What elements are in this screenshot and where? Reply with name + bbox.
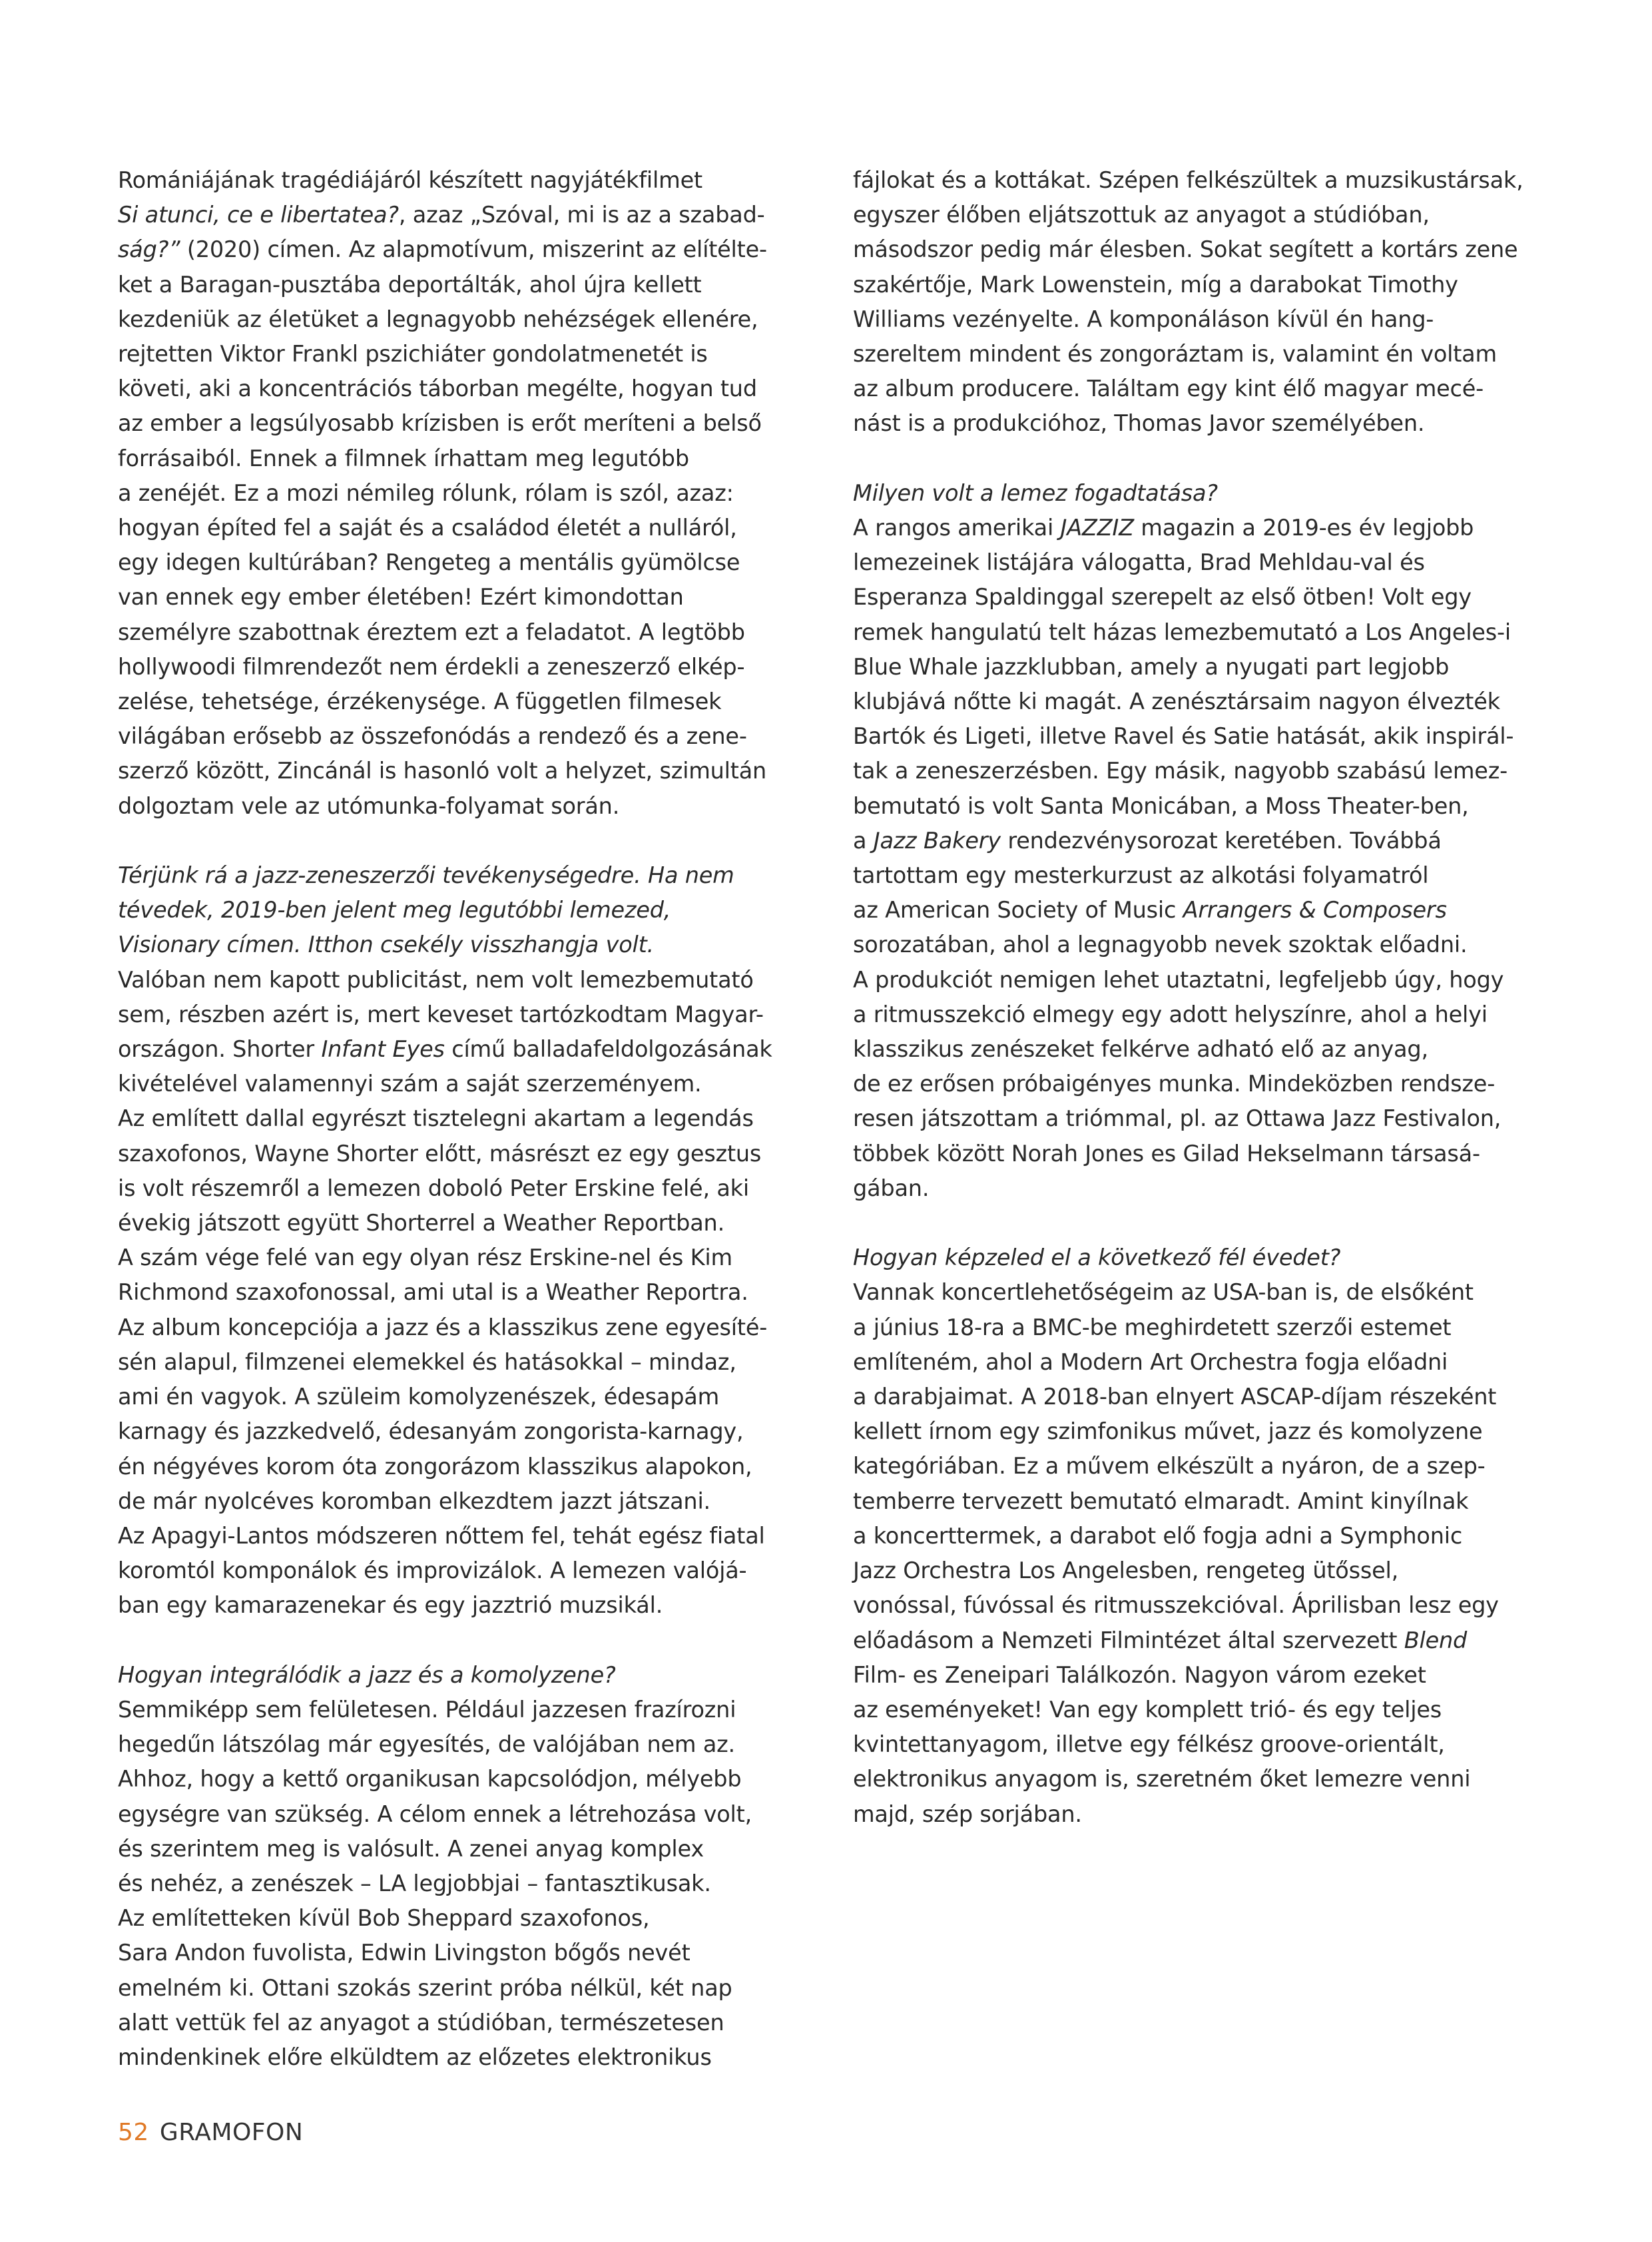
- text-line: én négyéves korom óta zongorázom klasszikus alapokon,: [118, 1453, 752, 1480]
- text-line: és nehéz, a zenészek – LA legjobbjai – fantasztikusak.: [118, 1870, 711, 1896]
- text-line: temberre tervezett bemutató elmaradt. Amint kinyílnak: [853, 1488, 1469, 1514]
- text-line: kivételével valamennyi szám a saját szerzeményem.: [118, 1071, 702, 1097]
- text-line: másodszor pedig már élesben. Sokat segített a kortárs zene: [853, 236, 1518, 263]
- text-line: majd, szép sorjában.: [853, 1801, 1082, 1827]
- text-line: egyszer élőben eljátszottuk az anyagot a stúdióban,: [853, 202, 1430, 228]
- text-line: egy idegen kultúrában? Rengeteg a mentális gyümölcse: [118, 549, 740, 576]
- text-line: forrásaiból. Ennek a filmnek írhattam meg legutóbb: [118, 445, 689, 471]
- text-line: dolgoztam vele az utómunka-folyamat során.: [118, 792, 620, 819]
- text-line: Hogyan képzeled el a következő fél évedet?: [853, 1245, 1341, 1271]
- interview-question: [118, 1658, 824, 1693]
- paragraph-gap: [853, 1206, 1559, 1241]
- text-line: Film- es Zeneipari Találkozón. Nagyon várom ezeket: [853, 1661, 1426, 1688]
- text-line: kvintettanyagom, illetve egy félkész groove-orientált,: [853, 1731, 1445, 1758]
- text-line: többek között Norah Jones es Gilad Hekselmann társasá-: [853, 1140, 1480, 1167]
- italic-title: JAZZIZ: [1060, 515, 1134, 541]
- text-line: Az említetteken kívül Bob Sheppard szaxofonos,: [118, 1905, 650, 1932]
- text-line: A produkciót nemigen lehet utaztatni, legfeljebb úgy, hogy: [853, 966, 1504, 993]
- italic-title: Jazz Bakery: [873, 827, 1001, 854]
- magazine-name: GRAMOFON: [159, 2119, 304, 2146]
- page-footer: [118, 2119, 303, 2146]
- text-line: vonóssal, fúvóssal és ritmusszekcióval. Áprilisban lesz egy: [853, 1592, 1499, 1619]
- text-line: gában.: [853, 1175, 930, 1201]
- article-paragraph: [118, 1693, 824, 2075]
- text-line: bemutató is volt Santa Monicában, a Moss Theater-ben,: [853, 792, 1469, 819]
- text-line: ban egy kamarazenekar és egy jazztrió muzsikál.: [118, 1592, 663, 1619]
- text-line: ket a Baragan-pusztába deportálták, ahol újra kellett: [118, 271, 702, 298]
- text-line: előadásom a Nemzeti Filmintézet által szervezett Blend: [853, 1627, 1468, 1653]
- right-column: [853, 163, 1559, 1832]
- paragraph-gap: [118, 824, 824, 858]
- text-line: szakértője, Mark Lowenstein, míg a darabokat Timothy: [853, 271, 1458, 298]
- text-line: koromtól komponálok és improvizálok. A lemezen valójá-: [118, 1557, 747, 1584]
- text-line: évekig játszott együtt Shorterrel a Weather Reportban.: [118, 1210, 725, 1237]
- text-line: Si atunci, ce e libertatea?, azaz „Szóval, mi is az a szabad-: [118, 202, 765, 228]
- text-line: van ennek egy ember életében! Ezért kimondottan: [118, 584, 684, 611]
- text-line: rejtetten Viktor Frankl pszichiáter gondolatmenetét is: [118, 341, 708, 368]
- text-line: hogyan építed fel a saját és a családod életét a nulláról,: [118, 515, 737, 541]
- text-line: tak a zeneszerzésben. Egy másik, nagyobb szabású lemez-: [853, 758, 1508, 784]
- text-line: karnagy és jazzkedvelő, édesanyám zongorista-karnagy,: [118, 1418, 744, 1445]
- text-line: egységre van szükség. A célom ennek a létrehozása volt,: [118, 1801, 752, 1827]
- text-line: alatt vettük fel az anyagot a stúdióban, természetesen: [118, 2009, 724, 2036]
- article-paragraph: [118, 163, 824, 824]
- text-line: sorozatában, ahol a legnagyobb nevek szoktak előadni.: [853, 932, 1468, 958]
- article-paragraph: [853, 511, 1559, 1206]
- text-line: Az említett dallal egyrészt tisztelegni akartam a legendás: [118, 1105, 754, 1132]
- text-line: resen játszottam a triómmal, pl. az Ottawa Jazz Festivalon,: [853, 1105, 1502, 1132]
- paragraph-gap: [118, 1623, 824, 1658]
- text-line: Vannak koncertlehetőségeim az USA-ban is, de elsőként: [853, 1279, 1474, 1306]
- text-line: ami én vagyok. A szüleim komolyzenészek, édesapám: [118, 1384, 720, 1410]
- text-line: ság?” (2020) címen. Az alapmotívum, miszerint az elítélte-: [118, 236, 767, 263]
- text-line: az eseményeket! Van egy komplett trió- és egy teljes: [853, 1696, 1442, 1723]
- text-line: remek hangulatú telt házas lemezbemutató a Los Angeles-i: [853, 619, 1511, 645]
- text-line: Bartók és Ligeti, illetve Ravel és Satie hatását, akik inspirál-: [853, 723, 1514, 750]
- text-line: mindenkinek előre elküldtem az előzetes elektronikus: [118, 2044, 712, 2070]
- text-line: szerző között, Zincánál is hasonló volt a helyzet, szimultán: [118, 758, 767, 784]
- text-line: elektronikus anyagom is, szeretném őket lemezre venni: [853, 1766, 1471, 1793]
- text-line: sem, részben azért is, mert keveset tartózkodtam Magyar-: [118, 1001, 764, 1027]
- text-line: lemezeinek listájára válogatta, Brad Mehldau-val és: [853, 549, 1425, 576]
- text-line: szereltem mindent és zongoráztam is, valamint én voltam: [853, 341, 1497, 368]
- text-line: hegedűn látszólag már egyesítés, de valójában nem az.: [118, 1731, 735, 1758]
- text-line: Williams vezényelte. A komponáláson kívül én hang-: [853, 306, 1434, 332]
- text-line: a darabjaimat. A 2018-ban elnyert ASCAP-díjam részeként: [853, 1384, 1497, 1410]
- text-line: sén alapul, filmzenei elemekkel és hatásokkal – mindaz,: [118, 1348, 736, 1375]
- text-line: zelése, tehetsége, érzékenysége. A független filmesek: [118, 689, 722, 715]
- text-line: Az Apagyi-Lantos módszeren nőttem fel, tehát egész fiatal: [118, 1522, 765, 1549]
- interview-question: [118, 858, 824, 963]
- text-line: Romániájának tragédiájáról készített nagyjátékfilmet: [118, 167, 702, 193]
- text-line: klasszikus zenészeket felkérve adható elő az anyag,: [853, 1036, 1428, 1063]
- italic-title: Infant Eyes: [321, 1036, 445, 1063]
- interview-question: [853, 1241, 1559, 1275]
- text-line: Sara Andon fuvolista, Edwin Livingston bőgős nevét: [118, 1940, 690, 1966]
- text-line: klubjává nőtte ki magát. A zenésztársaim nagyon élvezték: [853, 689, 1500, 715]
- text-line: de ez erősen próbaigényes munka. Mindeközben rendsze-: [853, 1071, 1496, 1097]
- text-line: a koncerttermek, a darabot elő fogja adni a Symphonic: [853, 1522, 1463, 1549]
- text-line: a zenéjét. Ez a mozi némileg rólunk, rólam is szól, azaz:: [118, 479, 734, 506]
- text-line: kezdeniük az életüket a legnagyobb nehézségek ellenére,: [118, 306, 758, 332]
- text-line: Visionary címen. Itthon csekély visszhangja volt.: [118, 932, 654, 958]
- italic-title: Arrangers & Composers: [1183, 897, 1447, 924]
- paragraph-gap: [853, 441, 1559, 476]
- text-line: kategóriában. Ez a művem elkészült a nyáron, de a szep-: [853, 1453, 1486, 1480]
- text-line: Esperanza Spaldinggal szerepelt az első ötben! Volt egy: [853, 584, 1472, 611]
- article-paragraph: [118, 963, 824, 1623]
- text-line: kellett írnom egy szimfonikus művet, jazz és komolyzene: [853, 1418, 1483, 1445]
- text-line: emelném ki. Ottani szokás szerint próba nélkül, két nap: [118, 1974, 732, 2001]
- text-line: Az album koncepciója a jazz és a klasszikus zene egyesíté-: [118, 1314, 768, 1340]
- text-line: a június 18-ra a BMC-be meghirdetett szerzői estemet: [853, 1314, 1452, 1340]
- text-line: az American Society of Music Arrangers & Composers: [853, 897, 1447, 924]
- text-line: is volt részemről a lemezen doboló Peter Erskine felé, aki: [118, 1175, 749, 1201]
- text-line: követi, aki a koncentrációs táborban megélte, hogyan tud: [118, 376, 757, 402]
- text-line: nást is a produkcióhoz, Thomas Javor személyében.: [853, 410, 1425, 437]
- text-line: Richmond szaxofonossal, ami utal is a Weather Reportra.: [118, 1279, 748, 1306]
- text-line: a ritmusszekció elmegy egy adott helyszínre, ahol a helyi: [853, 1001, 1488, 1027]
- text-line: Milyen volt a lemez fogadtatása?: [853, 479, 1218, 506]
- text-line: Térjünk rá a jazz-zeneszerzői tevékenységedre. Ha nem: [118, 862, 734, 889]
- text-line: a Jazz Bakery rendezvénysorozat keretében. Továbbá: [853, 827, 1442, 854]
- text-line: és szerintem meg is valósult. A zenei anyag komplex: [118, 1835, 704, 1862]
- text-line: Semmiképp sem felületesen. Például jazzesen frazírozni: [118, 1696, 736, 1723]
- text-line: Jazz Orchestra Los Angelesben, rengeteg ütőssel,: [853, 1557, 1399, 1584]
- text-line: A szám vége felé van egy olyan rész Erskine-nel és Kim: [118, 1245, 732, 1271]
- interview-question: [853, 476, 1559, 511]
- italic-title: Blend: [1404, 1627, 1468, 1653]
- text-line: az album producere. Találtam egy kint élő magyar mecé-: [853, 376, 1484, 402]
- page-number: 52: [118, 2119, 149, 2146]
- text-line: Ahhoz, hogy a kettő organikusan kapcsolódjon, mélyebb: [118, 1766, 742, 1793]
- text-line: fájlokat és a kottákat. Szépen felkészültek a muzsikustársak,: [853, 167, 1523, 193]
- text-line: Valóban nem kapott publicitást, nem volt lemezbemutató: [118, 966, 754, 993]
- text-line: Blue Whale jazzklubban, amely a nyugati part legjobb: [853, 653, 1450, 680]
- text-line: A rangos amerikai JAZZIZ magazin a 2019-es év legjobb: [853, 515, 1474, 541]
- text-line: de már nyolcéves koromban elkezdtem jazzt játszani.: [118, 1488, 710, 1514]
- text-line: személyre szabottnak éreztem ezt a feladatot. A legtöbb: [118, 619, 745, 645]
- italic-title: Si atunci, ce e libertatea?: [118, 202, 399, 228]
- left-column: [118, 163, 824, 2075]
- text-line: szaxofonos, Wayne Shorter előtt, másrészt ez egy gesztus: [118, 1140, 762, 1167]
- text-line: tévedek, 2019-ben jelent meg legutóbbi lemezed,: [118, 897, 671, 924]
- text-line: országon. Shorter Infant Eyes című balladafeldolgozásának: [118, 1036, 772, 1063]
- text-line: hollywoodi filmrendezőt nem érdekli a zeneszerző elkép-: [118, 653, 745, 680]
- text-line: Hogyan integrálódik a jazz és a komolyzene?: [118, 1661, 616, 1688]
- article-paragraph: [853, 1275, 1559, 1831]
- text-line: világában erősebb az összefonódás a rendező és a zene-: [118, 723, 747, 750]
- text-line: említeném, ahol a Modern Art Orchestra fogja előadni: [853, 1348, 1448, 1375]
- article-paragraph: [853, 163, 1559, 441]
- italic-title: ság?”: [118, 236, 180, 263]
- text-line: az ember a legsúlyosabb krízisben is erőt meríteni a belső: [118, 410, 762, 437]
- text-line: tartottam egy mesterkurzust az alkotási folyamatról: [853, 862, 1429, 889]
